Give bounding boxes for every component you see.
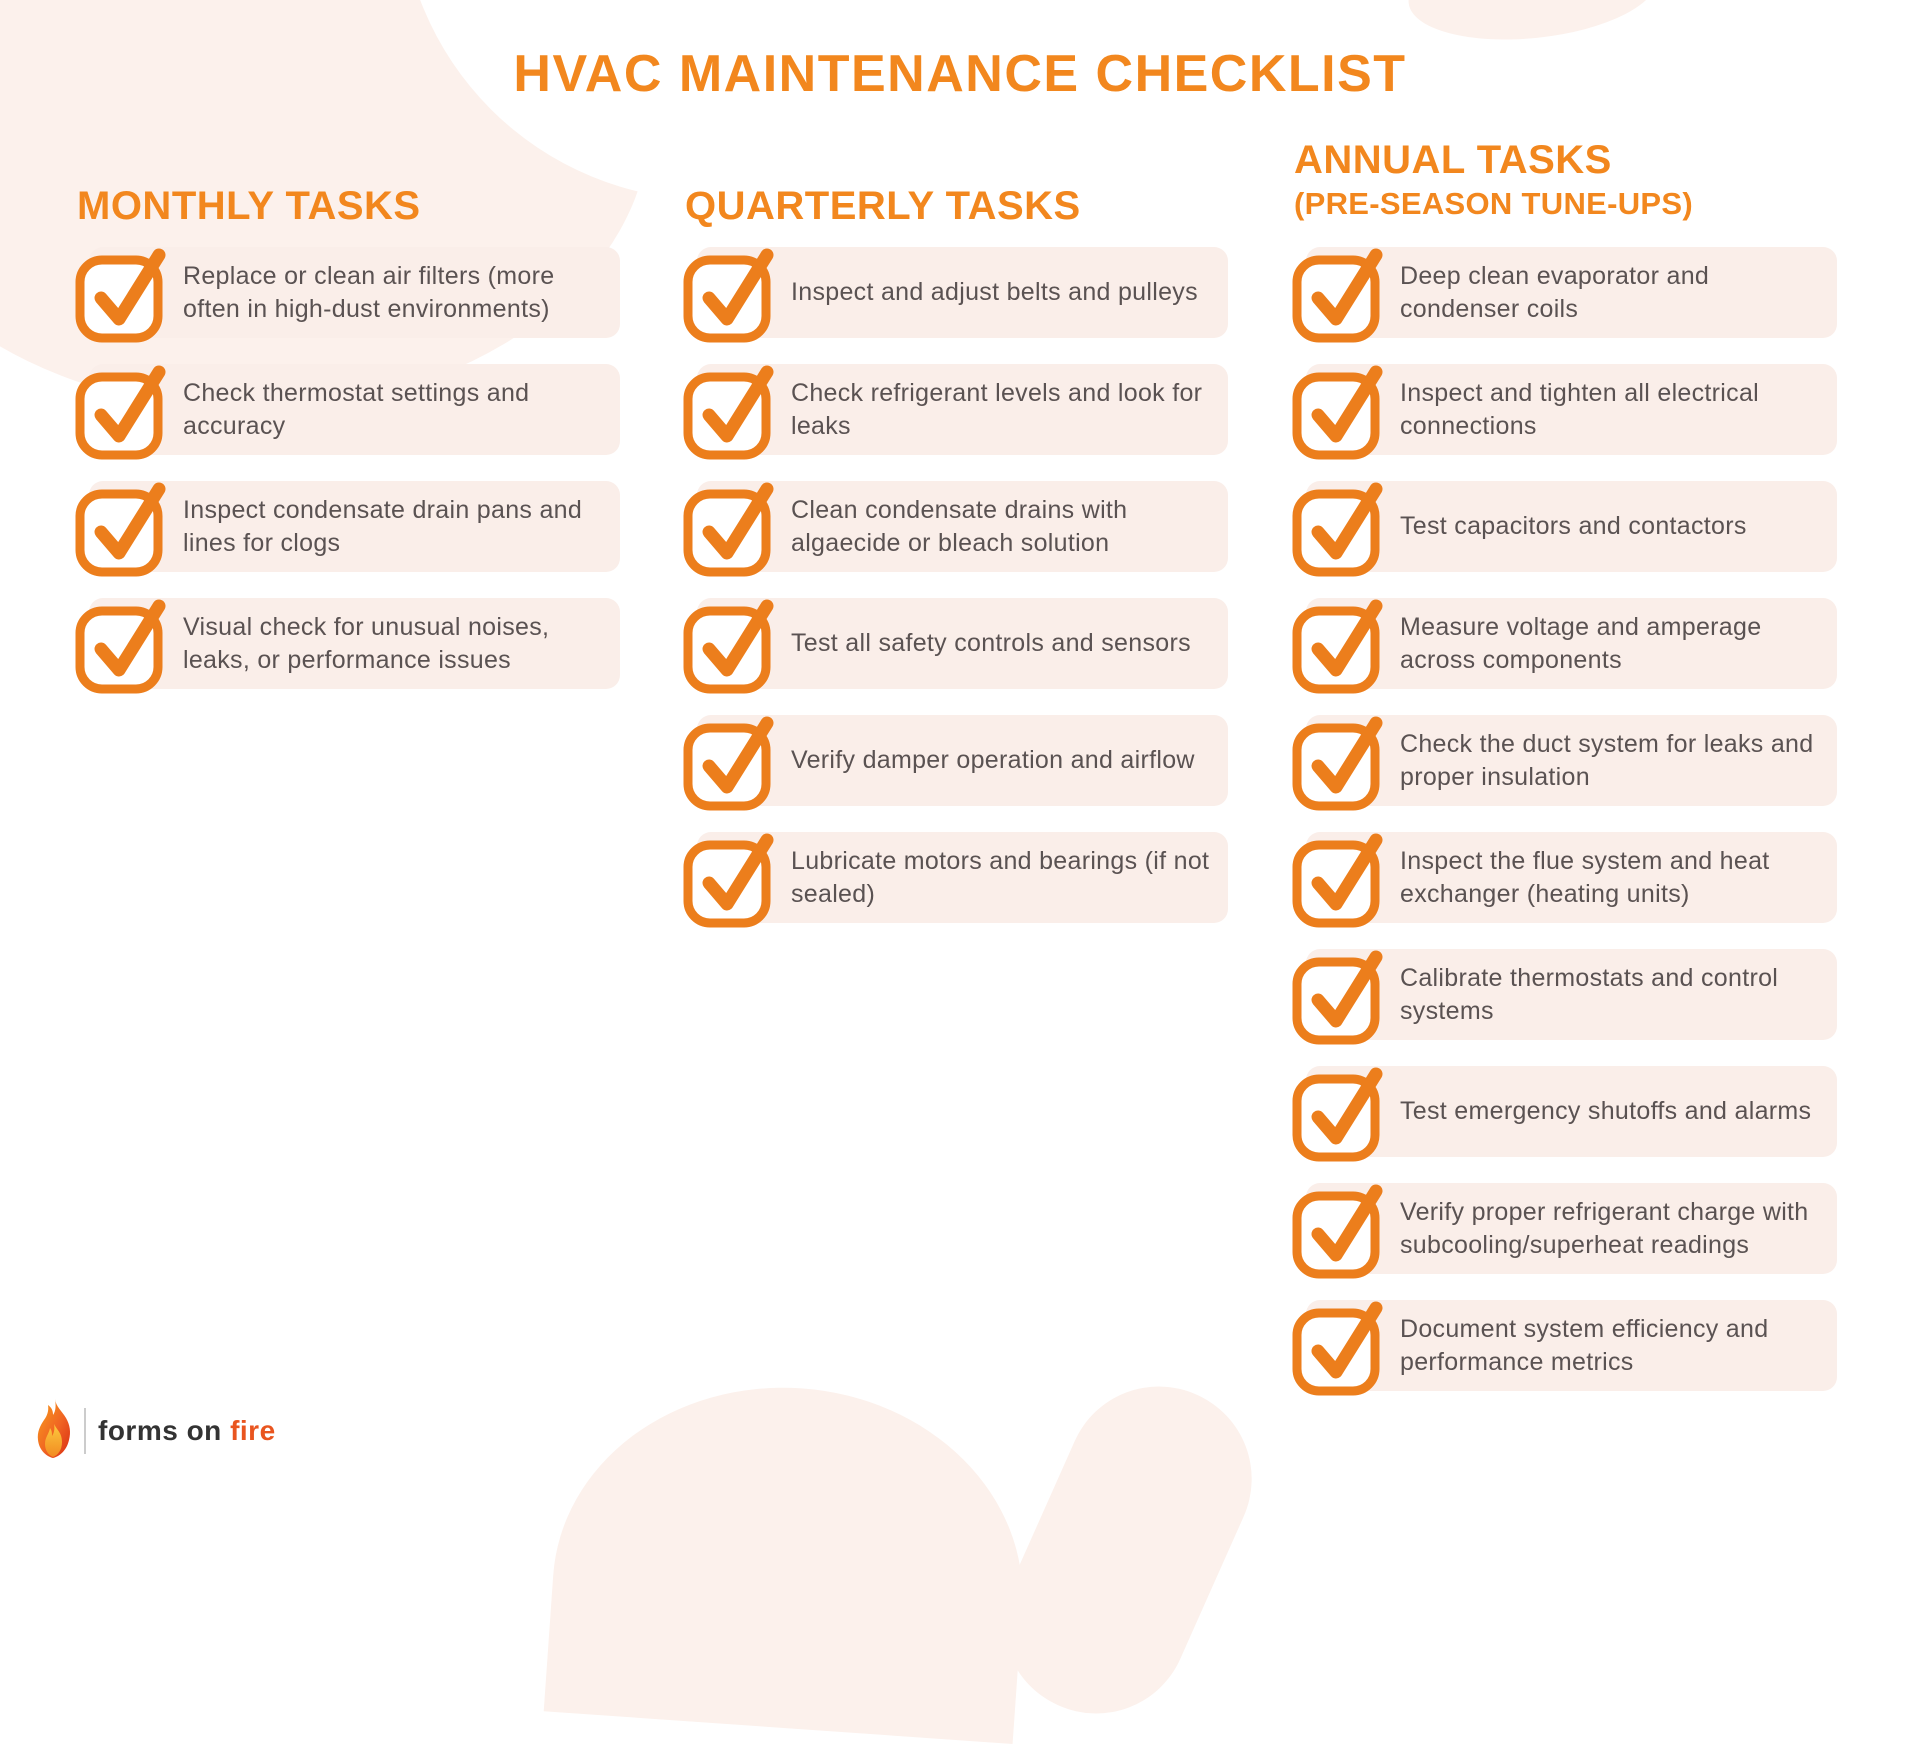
task-label: Calibrate thermostats and control systems — [1400, 963, 1779, 1025]
task-checkbox[interactable] — [1292, 947, 1384, 1043]
column-heading: MONTHLY TASKS — [77, 184, 421, 228]
check-icon — [1292, 830, 1384, 926]
check-icon — [683, 479, 775, 575]
check-icon — [1292, 245, 1384, 341]
task-label: Visual check for unusual noises, leaks, or performance issues — [183, 612, 550, 674]
task-checkbox[interactable] — [75, 245, 167, 341]
checklist-item — [1292, 247, 1837, 338]
task-checkbox[interactable] — [1292, 830, 1384, 926]
column-heading: QUARTERLY TASKS — [685, 184, 1081, 228]
check-icon — [75, 245, 167, 341]
column-annual-tasks — [1292, 0, 1837, 1476]
column-subheading: (PRE-SEASON TUNE-UPS) — [1294, 186, 1693, 221]
task-list — [75, 247, 620, 689]
checklist-item — [683, 247, 1228, 338]
checklist-item — [1292, 1300, 1837, 1391]
task-checkbox[interactable] — [683, 362, 775, 458]
checklist-item — [683, 481, 1228, 572]
brand-name-fire: fire — [230, 1415, 276, 1446]
task-checkbox[interactable] — [683, 830, 775, 926]
task-checkbox[interactable] — [683, 596, 775, 692]
task-label: Check the duct system for leaks and proper insulation — [1400, 729, 1814, 791]
checklist-item — [683, 715, 1228, 806]
task-checkbox[interactable] — [1292, 362, 1384, 458]
task-label: Clean condensate drains with algaecide or bleach solution — [791, 495, 1128, 557]
check-icon — [683, 362, 775, 458]
task-label: Check thermostat settings and accuracy — [183, 378, 530, 440]
checklist-item — [1292, 1066, 1837, 1157]
brand-logo — [36, 1398, 276, 1464]
task-label: Deep clean evaporator and condenser coils — [1400, 261, 1710, 323]
flame-icon — [36, 1398, 72, 1465]
task-checkbox[interactable] — [1292, 1298, 1384, 1394]
checklist-item — [1292, 598, 1837, 689]
task-list — [683, 247, 1228, 923]
page-title: HVAC MAINTENANCE CHECKLIST — [513, 45, 1407, 103]
check-icon — [1292, 362, 1384, 458]
check-icon — [683, 830, 775, 926]
task-checkbox[interactable] — [1292, 245, 1384, 341]
check-icon — [1292, 596, 1384, 692]
checklist-item — [75, 598, 620, 689]
checklist-item — [1292, 364, 1837, 455]
check-icon — [1292, 947, 1384, 1043]
checklist-item — [75, 481, 620, 572]
column-quarterly-tasks — [683, 0, 1228, 1476]
task-label: Verify proper refrigerant charge with subcooling/superheat readings — [1400, 1197, 1809, 1259]
task-checkbox[interactable] — [1292, 713, 1384, 809]
checklist-item — [683, 598, 1228, 689]
check-icon — [1292, 713, 1384, 809]
task-checkbox[interactable] — [1292, 479, 1384, 575]
task-label: Inspect the flue system and heat exchanger (heating units) — [1400, 846, 1770, 908]
task-label: Measure voltage and amperage across components — [1400, 612, 1762, 674]
task-label: Inspect and adjust belts and pulleys — [791, 278, 1198, 306]
check-icon — [1292, 479, 1384, 575]
logo-divider — [84, 1408, 86, 1454]
check-icon — [683, 245, 775, 341]
column-monthly-tasks — [75, 0, 620, 1476]
task-label: Test emergency shutoffs and alarms — [1400, 1097, 1812, 1125]
task-checkbox[interactable] — [1292, 1181, 1384, 1277]
checklist-item — [683, 364, 1228, 455]
task-checkbox[interactable] — [75, 479, 167, 575]
task-checkbox[interactable] — [1292, 596, 1384, 692]
check-icon — [75, 596, 167, 692]
task-checkbox[interactable] — [683, 713, 775, 809]
check-icon — [1292, 1181, 1384, 1277]
task-label: Check refrigerant levels and look for leaks — [791, 378, 1203, 440]
brand-name-dark: forms on — [98, 1415, 231, 1446]
checklist-item — [75, 247, 620, 338]
task-checkbox[interactable] — [1292, 1064, 1384, 1160]
task-list — [1292, 247, 1837, 1391]
task-checkbox[interactable] — [683, 245, 775, 341]
checklist-item — [1292, 832, 1837, 923]
task-label: Test all safety controls and sensors — [791, 629, 1191, 657]
task-label: Inspect condensate drain pans and lines for clogs — [183, 495, 583, 557]
check-icon — [683, 596, 775, 692]
brand-name — [98, 1415, 276, 1447]
column-heading: ANNUAL TASKS — [1294, 138, 1612, 182]
check-icon — [683, 713, 775, 809]
check-icon — [1292, 1064, 1384, 1160]
task-label: Inspect and tighten all electrical connections — [1400, 378, 1760, 440]
task-label: Lubricate motors and bearings (if not sealed) — [791, 846, 1210, 908]
checklist-item — [683, 832, 1228, 923]
task-label: Test capacitors and contactors — [1400, 512, 1747, 540]
checklist-item — [1292, 949, 1837, 1040]
check-icon — [75, 362, 167, 458]
task-label: Document system efficiency and performance metrics — [1400, 1314, 1769, 1376]
check-icon — [75, 479, 167, 575]
checklist-item — [1292, 481, 1837, 572]
task-checkbox[interactable] — [75, 596, 167, 692]
checklist-item — [1292, 715, 1837, 806]
task-label: Verify damper operation and airflow — [791, 746, 1195, 774]
checklist-item — [1292, 1183, 1837, 1274]
task-checkbox[interactable] — [683, 479, 775, 575]
task-label: Replace or clean air filters (more often in high-dust environments) — [183, 261, 555, 323]
checklist-item — [75, 364, 620, 455]
task-checkbox[interactable] — [75, 362, 167, 458]
check-icon — [1292, 1298, 1384, 1394]
